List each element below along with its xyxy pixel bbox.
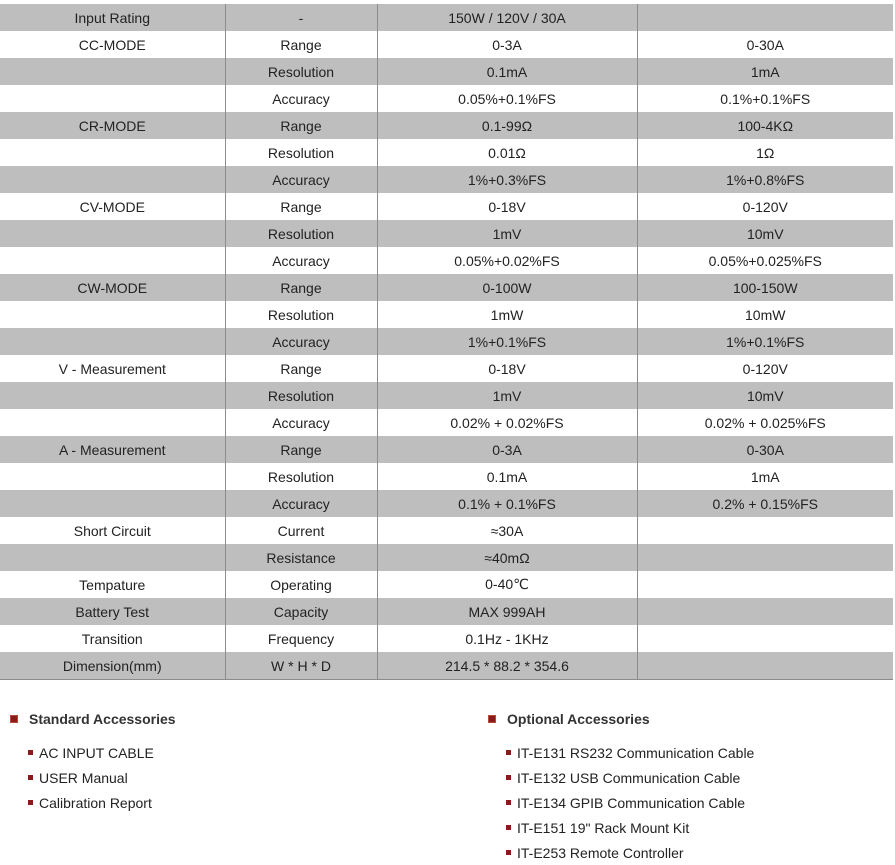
table-row (0, 166, 893, 193)
table-row (0, 328, 893, 355)
table-row (0, 58, 893, 85)
list-item-label: IT-E253 Remote Controller (517, 844, 684, 861)
spec-category-cell: Input Rating (0, 4, 225, 31)
spec-high-range-cell: 1Ω (637, 139, 893, 166)
table-row (0, 625, 893, 652)
spec-low-range-cell: 0.05%+0.02%FS (377, 247, 637, 274)
table-row (0, 409, 893, 436)
spec-low-range-cell: 0-3A (377, 436, 637, 463)
spec-low-range-cell: 0.05%+0.1%FS (377, 85, 637, 112)
spec-high-range-cell (637, 652, 893, 679)
list-item-label: IT-E151 19" Rack Mount Kit (517, 819, 690, 836)
list-item (506, 740, 754, 765)
spec-category-cell (0, 382, 225, 409)
square-bullet-icon (28, 750, 33, 755)
square-bullet-icon (506, 800, 511, 805)
list-item (28, 740, 176, 765)
list-item (506, 815, 754, 840)
spec-parameter-cell: W * H * D (225, 652, 377, 679)
spec-parameter-cell: Accuracy (225, 85, 377, 112)
square-bullet-icon (506, 825, 511, 830)
table-row (0, 463, 893, 490)
spec-category-cell (0, 544, 225, 571)
spec-category-cell: CC-MODE (0, 31, 225, 58)
table-row (0, 274, 893, 301)
square-bullet-icon (488, 715, 496, 723)
table-row (0, 652, 893, 679)
spec-parameter-cell: Resolution (225, 301, 377, 328)
spec-high-range-cell: 0.2% + 0.15%FS (637, 490, 893, 517)
list-item-label: USER Manual (39, 769, 128, 786)
spec-high-range-cell: 1mA (637, 58, 893, 85)
optional-accessories-heading (488, 704, 754, 734)
table-row (0, 220, 893, 247)
spec-category-cell (0, 220, 225, 247)
list-item-label: IT-E131 RS232 Communication Cable (517, 744, 755, 761)
table-row (0, 301, 893, 328)
spec-low-range-cell: 1mV (377, 382, 637, 409)
optional-accessories-title: Optional Accessories (507, 711, 650, 727)
table-row (0, 598, 893, 625)
list-item-label: Calibration Report (39, 794, 152, 811)
spec-high-range-cell (637, 625, 893, 652)
spec-parameter-cell: Accuracy (225, 409, 377, 436)
spec-parameter-cell: Resistance (225, 544, 377, 571)
table-row (0, 355, 893, 382)
spec-parameter-cell: - (225, 4, 377, 31)
table-row (0, 571, 893, 598)
spec-parameter-cell: Range (225, 274, 377, 301)
spec-parameter-cell: Range (225, 436, 377, 463)
spec-category-cell: CW-MODE (0, 274, 225, 301)
spec-category-cell (0, 166, 225, 193)
standard-accessories-heading (10, 704, 176, 734)
spec-parameter-cell: Range (225, 112, 377, 139)
spec-parameter-cell: Resolution (225, 58, 377, 85)
spec-parameter-cell: Resolution (225, 382, 377, 409)
spec-high-range-cell (637, 571, 893, 598)
spec-high-range-cell: 0-120V (637, 355, 893, 382)
spec-parameter-cell: Range (225, 355, 377, 382)
table-row (0, 247, 893, 274)
spec-high-range-cell: 10mV (637, 382, 893, 409)
spec-low-range-cell: 0.01Ω (377, 139, 637, 166)
table-row (0, 31, 893, 58)
spec-low-range-cell: 0.1mA (377, 463, 637, 490)
list-item-label: AC INPUT CABLE (39, 744, 154, 761)
spec-category-cell (0, 85, 225, 112)
square-bullet-icon (28, 775, 33, 780)
table-row (0, 490, 893, 517)
spec-parameter-cell: Accuracy (225, 490, 377, 517)
spec-category-cell: A - Measurement (0, 436, 225, 463)
spec-low-range-cell: 0.02% + 0.02%FS (377, 409, 637, 436)
table-row (0, 139, 893, 166)
spec-low-range-cell: 1%+0.3%FS (377, 166, 637, 193)
spec-table (0, 4, 893, 679)
spec-high-range-cell (637, 517, 893, 544)
spec-low-range-cell: 0-3A (377, 31, 637, 58)
spec-high-range-cell: 100-4KΩ (637, 112, 893, 139)
optional-accessories-section (488, 704, 754, 865)
spec-parameter-cell: Accuracy (225, 247, 377, 274)
spec-parameter-cell: Capacity (225, 598, 377, 625)
spec-high-range-cell: 1%+0.1%FS (637, 328, 893, 355)
spec-parameter-cell: Current (225, 517, 377, 544)
spec-category-cell: Battery Test (0, 598, 225, 625)
square-bullet-icon (506, 850, 511, 855)
table-row (0, 4, 893, 31)
spec-low-range-cell: 0-18V (377, 355, 637, 382)
spec-low-range-cell: 1mV (377, 220, 637, 247)
spec-high-range-cell (637, 4, 893, 31)
spec-high-range-cell: 0-120V (637, 193, 893, 220)
spec-category-cell (0, 301, 225, 328)
spec-parameter-cell: Range (225, 193, 377, 220)
spec-low-range-cell: 214.5 * 88.2 * 354.6 (377, 652, 637, 679)
spec-high-range-cell: 0.02% + 0.025%FS (637, 409, 893, 436)
spec-high-range-cell: 1%+0.8%FS (637, 166, 893, 193)
table-bottom-rule (0, 679, 893, 680)
list-item (28, 790, 176, 815)
table-row (0, 517, 893, 544)
table-row (0, 112, 893, 139)
list-item (28, 765, 176, 790)
spec-low-range-cell: 0.1Hz - 1KHz (377, 625, 637, 652)
table-row (0, 85, 893, 112)
spec-category-cell (0, 463, 225, 490)
spec-category-cell (0, 139, 225, 166)
standard-accessories-list (10, 740, 176, 815)
spec-high-range-cell: 100-150W (637, 274, 893, 301)
spec-low-range-cell: 1mW (377, 301, 637, 328)
standard-accessories-title: Standard Accessories (29, 711, 176, 727)
table-row (0, 436, 893, 463)
spec-category-cell (0, 490, 225, 517)
spec-low-range-cell: 0.1-99Ω (377, 112, 637, 139)
optional-accessories-list (488, 740, 754, 865)
table-row (0, 382, 893, 409)
square-bullet-icon (506, 750, 511, 755)
spec-low-range-cell: 0-100W (377, 274, 637, 301)
spec-low-range-cell: ≈40mΩ (377, 544, 637, 571)
spec-parameter-cell: Accuracy (225, 328, 377, 355)
square-bullet-icon (10, 715, 18, 723)
spec-parameter-cell: Range (225, 31, 377, 58)
standard-accessories-section (10, 704, 176, 815)
list-item-label: IT-E134 GPIB Communication Cable (517, 794, 745, 811)
spec-low-range-cell: 0.1% + 0.1%FS (377, 490, 637, 517)
spec-low-range-cell: 1%+0.1%FS (377, 328, 637, 355)
spec-high-range-cell: 0-30A (637, 31, 893, 58)
square-bullet-icon (28, 800, 33, 805)
spec-high-range-cell (637, 598, 893, 625)
spec-high-range-cell: 10mW (637, 301, 893, 328)
spec-high-range-cell: 0-30A (637, 436, 893, 463)
spec-category-cell (0, 409, 225, 436)
spec-parameter-cell: Resolution (225, 463, 377, 490)
spec-parameter-cell: Operating (225, 571, 377, 598)
list-item (506, 840, 754, 865)
list-item-label: IT-E132 USB Communication Cable (517, 769, 741, 786)
spec-low-range-cell: 0-18V (377, 193, 637, 220)
spec-parameter-cell: Frequency (225, 625, 377, 652)
spec-high-range-cell: 0.1%+0.1%FS (637, 85, 893, 112)
spec-high-range-cell: 10mV (637, 220, 893, 247)
list-item (506, 790, 754, 815)
spec-category-cell (0, 247, 225, 274)
square-bullet-icon (506, 775, 511, 780)
spec-low-range-cell: MAX 999AH (377, 598, 637, 625)
spec-category-cell (0, 328, 225, 355)
table-row (0, 544, 893, 571)
spec-low-range-cell: 150W / 120V / 30A (377, 4, 637, 31)
spec-low-range-cell: ≈30A (377, 517, 637, 544)
spec-parameter-cell: Resolution (225, 220, 377, 247)
spec-parameter-cell: Resolution (225, 139, 377, 166)
spec-category-cell (0, 58, 225, 85)
spec-category-cell: Dimension(mm) (0, 652, 225, 679)
list-item (506, 765, 754, 790)
spec-category-cell: CR-MODE (0, 112, 225, 139)
spec-category-cell: Tempature (0, 571, 225, 598)
spec-category-cell: Transition (0, 625, 225, 652)
spec-category-cell: Short Circuit (0, 517, 225, 544)
spec-high-range-cell: 1mA (637, 463, 893, 490)
spec-low-range-cell: 0-40℃ (377, 571, 637, 598)
spec-category-cell: V - Measurement (0, 355, 225, 382)
spec-parameter-cell: Accuracy (225, 166, 377, 193)
spec-high-range-cell: 0.05%+0.025%FS (637, 247, 893, 274)
table-row (0, 193, 893, 220)
spec-category-cell: CV-MODE (0, 193, 225, 220)
spec-high-range-cell (637, 544, 893, 571)
spec-low-range-cell: 0.1mA (377, 58, 637, 85)
